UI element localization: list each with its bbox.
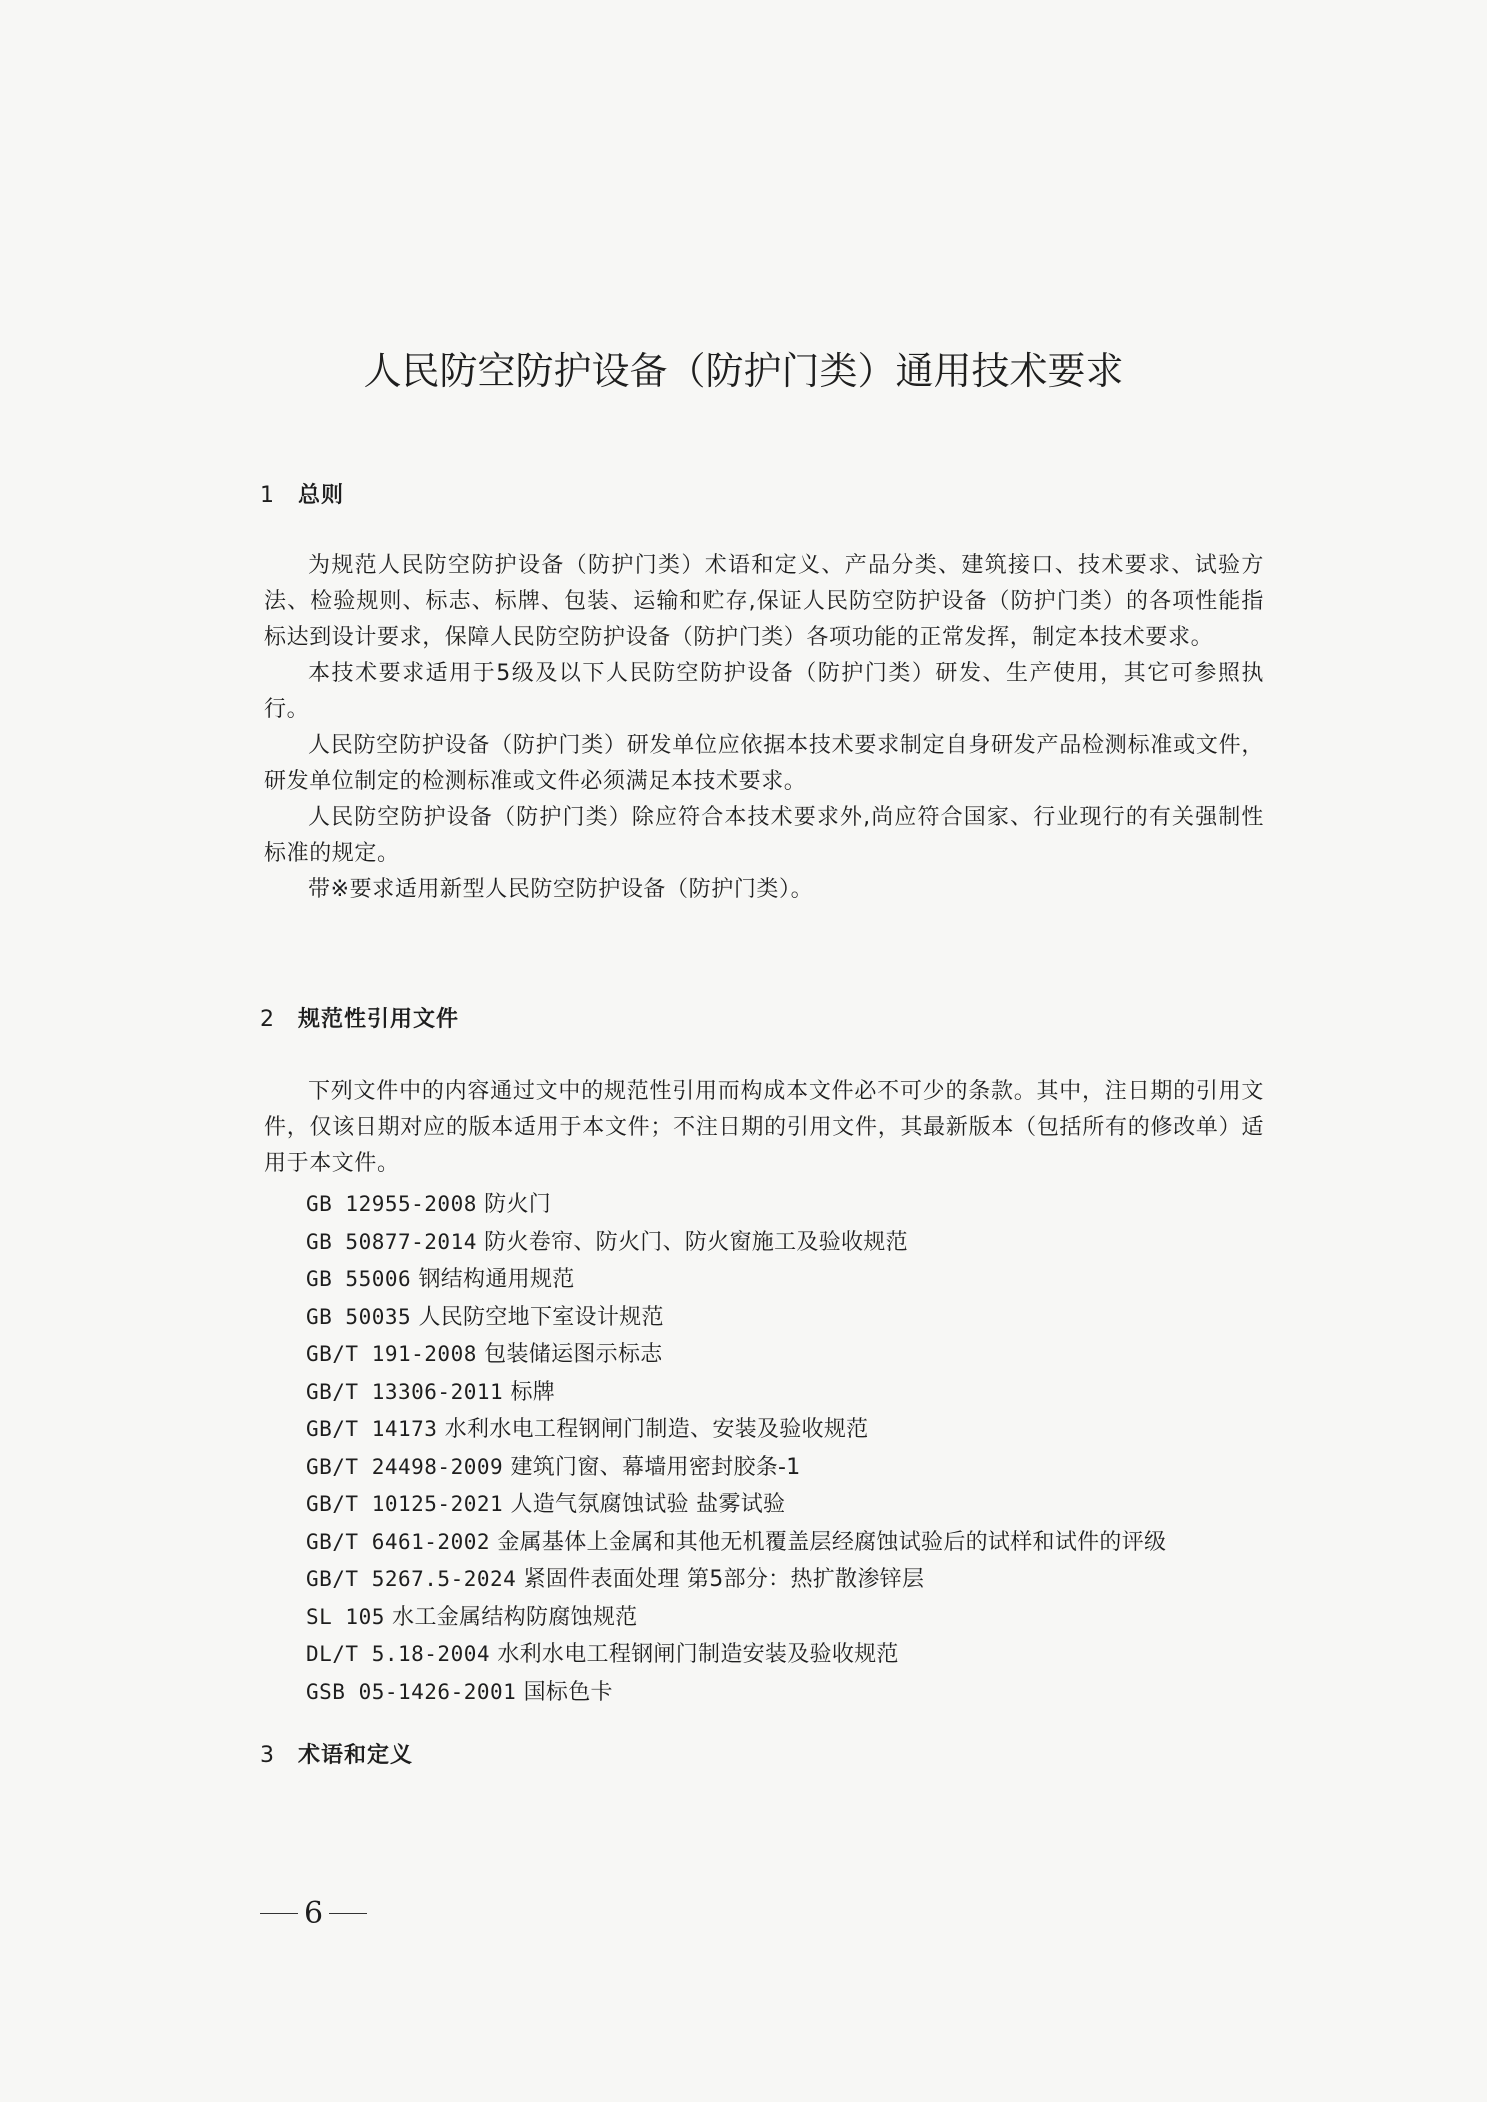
reference-code: GB/T 191-2008 xyxy=(306,1342,477,1366)
reference-item xyxy=(306,1674,1166,1712)
reference-item xyxy=(306,1449,1166,1487)
paragraph: 为规范人民防空防护设备（防护门类）术语和定义、产品分类、建筑接口、技术要求、试验方法、检验规则、标志、标牌、包装、运输和贮存,保证人民防空防护设备（防护门类）的各项性能指标达到设计要求，保障人民防空防护设备（防护门类）各项功能的正常发挥，制定本技术要求。 xyxy=(264,553,1264,650)
section-3-heading xyxy=(260,1738,413,1769)
reference-code: GB/T 14173 xyxy=(306,1417,438,1441)
reference-code: GB/T 10125-2021 xyxy=(306,1492,504,1516)
section-1-heading xyxy=(260,478,344,509)
section-title: 术语和定义 xyxy=(298,1743,414,1768)
reference-title: 水利水电工程钢闸门制造安装及验收规范 xyxy=(497,1642,899,1667)
reference-list xyxy=(306,1186,1166,1711)
document-title: 人民防空防护设备（防护门类）通用技术要求 xyxy=(363,349,1124,393)
reference-item xyxy=(306,1224,1166,1262)
section-2-heading xyxy=(260,1002,459,1033)
reference-item xyxy=(306,1524,1166,1562)
page-number xyxy=(254,1896,373,1931)
reference-title: 金属基体上金属和其他无机覆盖层经腐蚀试验后的试样和试件的评级 xyxy=(497,1529,1167,1555)
reference-title: 包装储运图示标志 xyxy=(484,1342,663,1367)
reference-title: 水利水电工程钢闸门制造、安装及验收规范 xyxy=(444,1417,869,1442)
reference-code: GB/T 24498-2009 xyxy=(306,1454,504,1479)
reference-item xyxy=(306,1486,1166,1524)
reference-title: 国标色卡 xyxy=(523,1679,613,1705)
reference-title: 防火卷帘、防火门、防火窗施工及验收规范 xyxy=(484,1229,908,1255)
reference-code: SL 105 xyxy=(306,1604,385,1629)
paragraph: 带※要求适用新型人民防空防护设备（防护门类）。 xyxy=(308,877,814,902)
section-title: 规范性引用文件 xyxy=(298,1007,460,1032)
reference-code: GB/T 5267.5-2024 xyxy=(306,1567,517,1591)
page-number-dash-left xyxy=(260,1913,298,1914)
reference-code: GB 12955-2008 xyxy=(306,1192,477,1216)
reference-code: GB/T 6461-2002 xyxy=(306,1529,491,1554)
reference-item xyxy=(306,1261,1166,1299)
reference-item xyxy=(306,1186,1166,1224)
reference-item xyxy=(306,1636,1166,1674)
reference-title: 人民防空地下室设计规范 xyxy=(418,1304,664,1330)
reference-title: 钢结构通用规范 xyxy=(418,1267,575,1292)
reference-code: DL/T 5.18-2004 xyxy=(306,1642,491,1666)
paragraph: 人民防空防护设备（防护门类）研发单位应依据本技术要求制定自身研发产品检测标准或文件，研发单位制定的检测标准或文件必须满足本技术要求。 xyxy=(264,733,1264,794)
page-number-value: 6 xyxy=(304,1896,324,1931)
reference-title: 水工金属结构防腐蚀规范 xyxy=(392,1604,638,1630)
reference-code: GB/T 13306-2011 xyxy=(306,1379,504,1404)
reference-item xyxy=(306,1374,1166,1412)
section-number: 2 xyxy=(260,1007,275,1032)
section-1-body xyxy=(264,548,1264,908)
paragraph: 本技术要求适用于5级及以下人民防空防护设备（防护门类）研发、生产使用，其它可参照执行。 xyxy=(264,661,1264,722)
section-2-intro xyxy=(264,1074,1264,1182)
reference-item xyxy=(306,1299,1166,1337)
paragraph: 人民防空防护设备（防护门类）除应符合本技术要求外,尚应符合国家、行业现行的有关强制性标准的规定。 xyxy=(264,805,1264,866)
reference-item xyxy=(306,1561,1166,1599)
reference-title: 标牌 xyxy=(510,1379,556,1405)
section-number: 1 xyxy=(260,483,275,508)
reference-title: 紧固件表面处理 第5部分：热扩散渗锌层 xyxy=(523,1567,925,1592)
section-number: 3 xyxy=(260,1743,275,1768)
reference-code: GB 55006 xyxy=(306,1267,412,1291)
reference-item xyxy=(306,1599,1166,1637)
reference-title: 防火门 xyxy=(484,1192,552,1217)
reference-title: 建筑门窗、幕墙用密封胶条-1 xyxy=(510,1454,801,1480)
reference-title: 人造气氛腐蚀试验 盐雾试验 xyxy=(510,1492,786,1517)
reference-item xyxy=(306,1336,1166,1374)
reference-item xyxy=(306,1411,1166,1449)
reference-code: GB 50035 xyxy=(306,1304,412,1329)
section-title: 总则 xyxy=(298,483,345,508)
page-number-dash-right xyxy=(329,1913,367,1914)
reference-code: GB 50877-2014 xyxy=(306,1229,477,1254)
reference-code: GSB 05-1426-2001 xyxy=(306,1679,517,1704)
paragraph: 下列文件中的内容通过文中的规范性引用而构成本文件必不可少的条款。其中，注日期的引用文件，仅该日期对应的版本适用于本文件；不注日期的引用文件，其最新版本（包括所有的修改单）适用于本文件。 xyxy=(264,1079,1264,1176)
